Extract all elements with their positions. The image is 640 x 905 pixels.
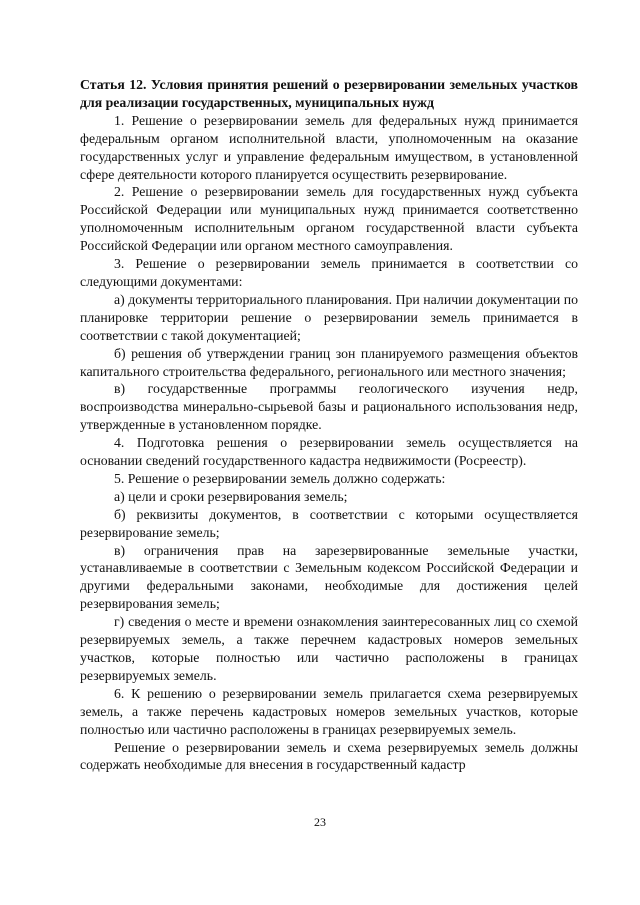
paragraph: 1. Решение о резервировании земель для федеральных нужд принимается федеральным органом исполнительной власти, уполномоченным на оказание государственных услуг и управление федеральным имуществом, в установленной сфере деятельности которого планируется осуществить резервирование. xyxy=(80,112,578,182)
paragraph: г) сведения о месте и времени ознакомления заинтересованных лиц со схемой резервируемых земель, а также перечнем кадастровых номеров земельных участков, которые полностью или частично расположены в границах резервируемых земель. xyxy=(80,614,578,683)
paragraph: а) цели и сроки резервирования земель; xyxy=(114,488,348,504)
paragraph: 4. Подготовка решения о резервировании земель осуществляется на основании сведений государственного кадастра недвижимости (Росреестр). xyxy=(80,435,578,469)
article-body xyxy=(80,76,578,774)
paragraph: б) решения об утверждении границ зон планируемого размещения объектов капитального строительства федерального, регионального или местного значения; xyxy=(80,345,578,379)
paragraph: б) реквизиты документов, в соответствии с которыми осуществляется резервирование земель; xyxy=(80,506,578,540)
paragraph: 6. К решению о резервировании земель прилагается схема резервируемых земель, а также перечень кадастровых номеров земельных участков, которые полностью или частично расположены в границах резервируемых земель. xyxy=(80,685,578,737)
paragraph: 2. Решение о резервировании земель для государственных нужд субъекта Российской Федерации или муниципальных нужд принимается соответственно уполномоченным исполнительным органом государственной власти субъекта Российской Федерации или органом местного самоуправления. xyxy=(80,184,578,254)
paragraph: в) государственные программы геологического изучения недр, воспроизводства минерально-сырьевой базы и рационального использования недр, утвержденные в установленном порядке. xyxy=(80,381,578,433)
paragraph: а) документы территориального планирования. При наличии документации по планировке территории решение о резервировании земель принимается в соответствии с такой документацией; xyxy=(80,291,578,343)
page-number: 23 xyxy=(314,815,326,829)
paragraph: в) ограничения прав на зарезервированные земельные участки, устанавливаемые в соответствии с Земельным кодексом Российской Федерации и другими федеральными законами, необходимые для достижения целей резервирования земель; xyxy=(80,542,578,612)
article-title: Статья 12. Условия принятия решений о резервировании земельных участков для реализации государственных, муниципальных нужд xyxy=(80,77,578,110)
paragraph: 5. Решение о резервировании земель должно содержать: xyxy=(114,470,446,486)
paragraph: 3. Решение о резервировании земель принимается в соответствии со следующими документами: xyxy=(80,256,578,289)
paragraph: Решение о резервировании земель и схема резервируемых земель должны содержать необходимые для внесения в государственный кадастр xyxy=(80,739,578,773)
